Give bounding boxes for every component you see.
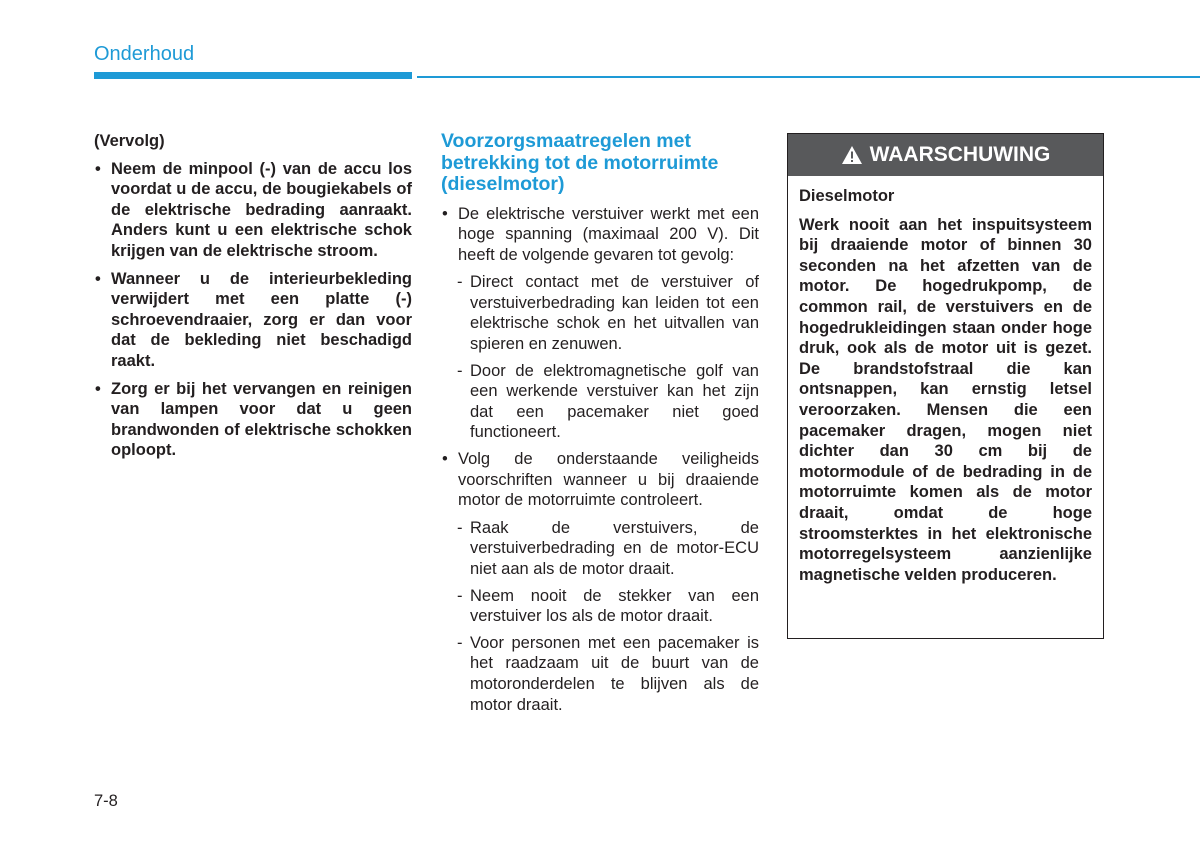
header-rule-thin bbox=[417, 76, 1200, 78]
warning-body bbox=[788, 176, 1103, 585]
continued-label: (Vervolg) bbox=[94, 132, 165, 150]
page-number: 7-8 bbox=[94, 792, 118, 810]
precaution-item bbox=[441, 204, 759, 444]
left-column bbox=[94, 131, 412, 468]
warning-box bbox=[787, 133, 1104, 639]
header-rule-thick bbox=[94, 72, 412, 79]
precaution-subitem: - Raak de verstuivers, de verstuiverbedrading en de motor-ECU niet aan als de motor draait. bbox=[441, 518, 759, 580]
warning-title: WAARSCHUWING bbox=[869, 143, 1051, 166]
warning-triangle-icon bbox=[841, 145, 863, 165]
precaution-subitem: - Neem nooit de stekker van een verstuiver los als de motor draait. bbox=[441, 586, 759, 627]
warning-header bbox=[788, 134, 1103, 176]
precaution-subitem: - Direct contact met de verstuiver of verstuiverbedrading kan leiden tot een elektrische schok en het uitvallen van spieren en zenuwen. bbox=[441, 272, 759, 354]
precaution-bullet: • Volg de onderstaande veiligheids voorschriften wanneer u bij draaiende motor de motorruimte controleert. bbox=[441, 449, 759, 511]
left-bullet-list bbox=[94, 159, 412, 461]
left-bullet-item: • Neem de minpool (-) van de accu los voordat u de accu, de bougiekabels of de elektrische bedrading aanraakt. Anders kunt u een elektrische schok krijgen van de elektrische stroom. bbox=[94, 159, 412, 262]
section-heading: Voorzorgsmaatregelen met betrekking tot de motorruimte (dieselmotor) bbox=[441, 130, 719, 195]
left-bullet-item: • Wanneer u de interieurbekleding verwijdert met een platte (-) schroevendraaier, zorg er dan voor dat de bekleding niet beschadigd raakt. bbox=[94, 269, 412, 372]
precaution-subitem: - Door de elektromagnetische golf van een werkende verstuiver kan het zijn dat een pacemaker niet goed functioneert. bbox=[441, 361, 759, 443]
warning-subtitle: Dieselmotor bbox=[799, 187, 895, 205]
section-title: Onderhoud bbox=[94, 43, 195, 65]
left-bullet-item: • Zorg er bij het vervangen en reinigen van lampen voor dat u geen brandwonden of elektrische schokken oploopt. bbox=[94, 379, 412, 461]
precaution-subitem: - Voor personen met een pacemaker is het raadzaam uit de buurt van de motoronderdelen te blijven als de motor draait. bbox=[441, 633, 759, 715]
precaution-item bbox=[441, 449, 759, 715]
middle-column bbox=[441, 131, 759, 721]
warning-text: Werk nooit aan het inspuitsysteem bij draaiende motor of binnen 30 seconden na het afzetten van de motor. De hogedrukpomp, de common rail, de verstuivers en de hogedrukleidingen staan onder hoge druk, ook als de motor uit is gezet. De brandstofstraal die kan ontsnappen, kan ernstig letsel veroorzaken. Mensen die een pacemaker dragen, mogen niet dichter dan 30 cm bij de motormodule of de bedrading in de motorruimte komen als de motor draait, omdat de hoge stroomsterktes in het elektronische motorregelsysteem aanzienlijke magnetische velden produceren. bbox=[799, 215, 1092, 584]
precaution-bullet: • De elektrische verstuiver werkt met een hoge spanning (maximaal 200 V). Dit heeft de volgende gevaren tot gevolg: bbox=[441, 204, 759, 266]
